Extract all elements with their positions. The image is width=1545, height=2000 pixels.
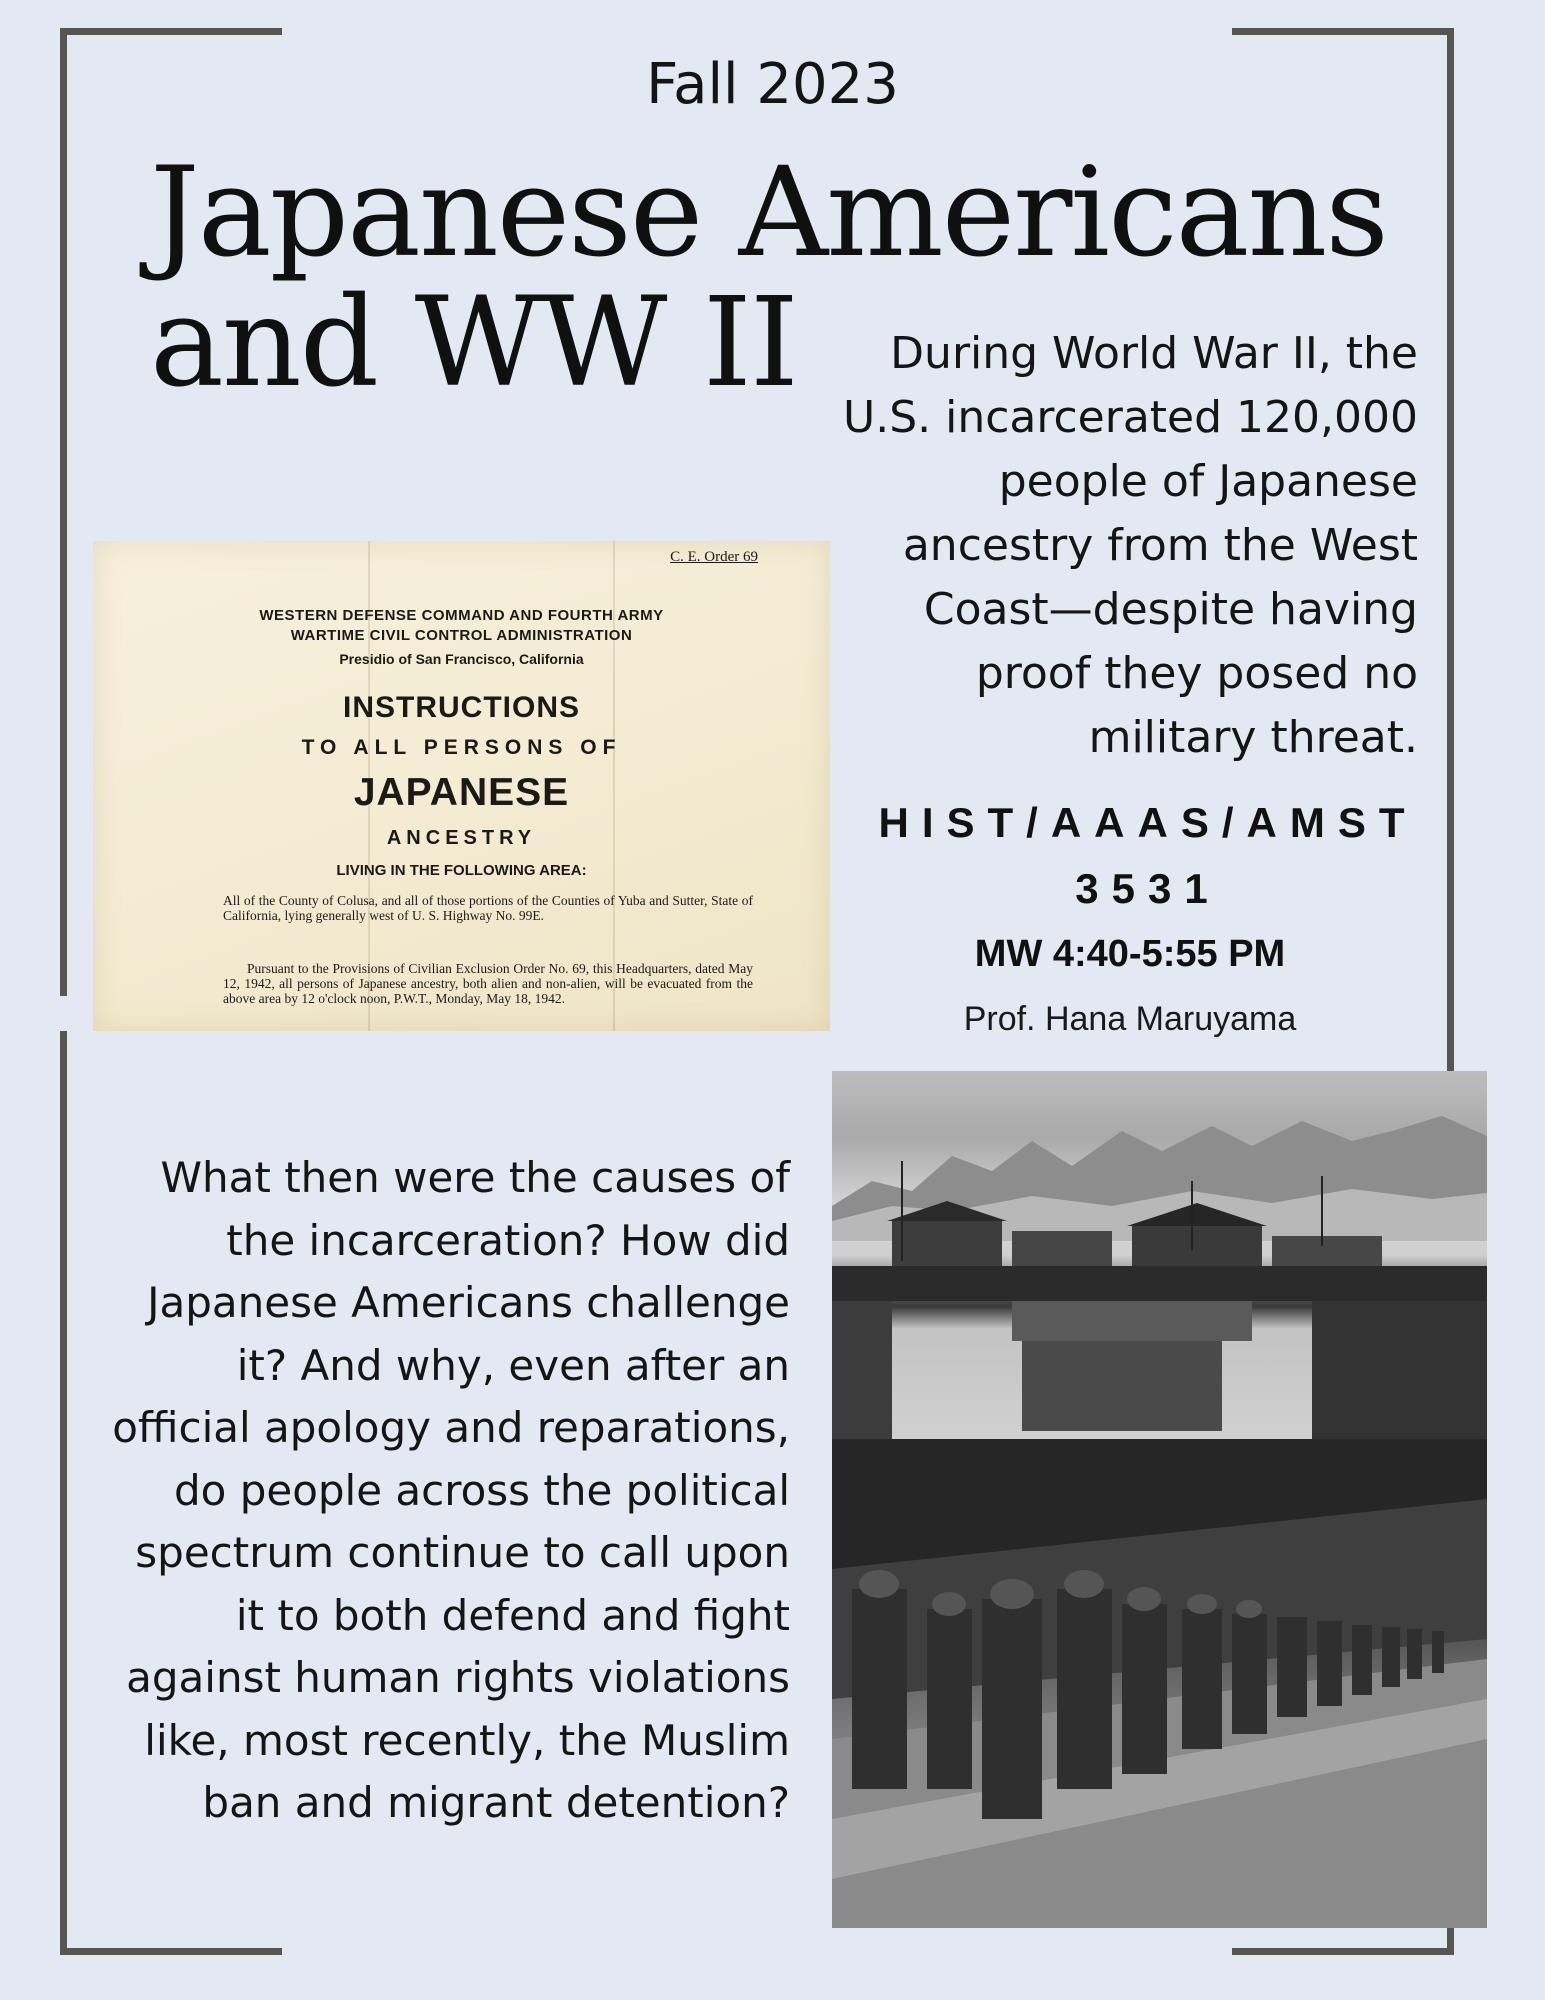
page-title-line-2: and WW II <box>150 271 797 415</box>
course-departments: HIST/AAAS/AMST <box>878 799 1418 846</box>
notice-header-2: WARTIME CIVIL CONTROL ADMINISTRATION <box>290 627 633 644</box>
questions-paragraph: What then were the causes of the incarceration? How did Japanese Americans challenge it? And why, even after an official apology and reparations, do people across the political spectrum continue to call upon it to both defend and fight against human rights violations like, most recently, the Muslim ban and migrant detention? <box>112 1153 790 1827</box>
course-code <box>848 790 1448 922</box>
camp-scene-graphic <box>832 1071 1487 1439</box>
notice-heading-japanese: JAPANESE <box>353 771 570 814</box>
notice-paragraph-2: Pursuant to the Provisions of Civilian Exclusion Order No. 69, this Headquarters, dated May 12, 1942, all persons of Japanese ancestry, both alien and non-alien, will be evacuated from the above area by 12 o'clock noon, P.W.T., Monday, May 18, 1942. <box>223 961 753 1006</box>
notice-heading-instructions: INSTRUCTIONS <box>343 691 580 724</box>
notice-heading-persons: TO ALL PERSONS OF <box>301 736 622 759</box>
course-schedule: MW 4:40-5:55 PM <box>974 933 1286 975</box>
notice-paragraph-1: All of the County of Colusa, and all of those portions of the Counties of Yuba and Sutter, State of California, lying generally west of U. S. Highway No. 99E. <box>223 893 753 923</box>
soldiers-scene-graphic <box>832 1439 1487 1928</box>
page-title-line-1: Japanese Americans <box>150 141 1387 285</box>
notice-heading-ancestry: ANCESTRY <box>386 827 537 849</box>
intro-paragraph: During World War II, the U.S. incarcerated 120,000 people of Japanese ancestry from the West Coast—despite having proof they posed no military threat. <box>843 328 1418 763</box>
notice-heading-area: LIVING IN THE FOLLOWING AREA: <box>336 862 587 879</box>
notice-header-1: WESTERN DEFENSE COMMAND AND FOURTH ARMY <box>259 607 664 624</box>
soldiers-marching-photo <box>832 1439 1487 1928</box>
notice-order-number: C. E. Order 69 <box>670 549 758 565</box>
semester-label: Fall 2023 <box>646 52 899 117</box>
course-number: 3531 <box>1075 865 1221 912</box>
incarceration-camp-photo <box>832 1071 1487 1439</box>
notice-header-3: Presidio of San Francisco, California <box>339 651 584 667</box>
exclusion-order-notice-image <box>93 541 830 1031</box>
course-professor: Prof. Hana Maruyama <box>963 1000 1297 1038</box>
